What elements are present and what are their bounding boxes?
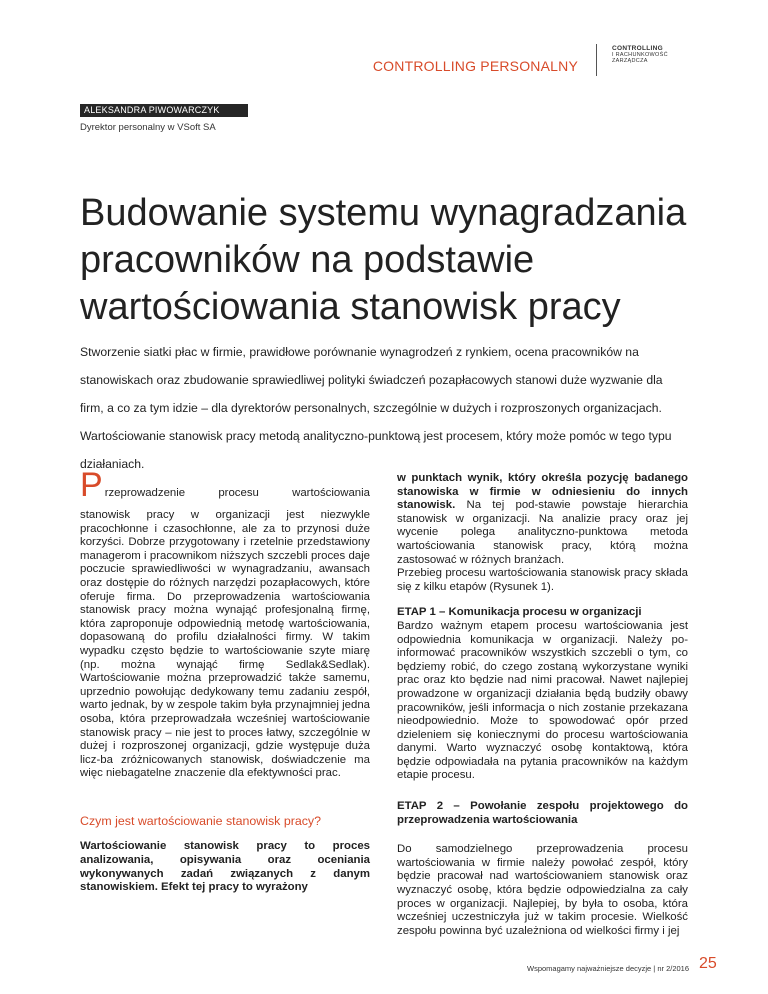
title-line-1: Budowanie systemu wynagradzania bbox=[80, 192, 687, 234]
article-lead: Stworzenie siatki płac w firmie, prawidłowe porównanie wynagrodzeń z rynkiem, ocena pracowników na stanowiskach oraz zbudowanie sprawiedliwej polityki świadczeń pozapłacowych stanowi duże wyzwanie dla firm, a co za tym idzie – dla dyrektorów personalnych, szczególnie w dużych i rozproszonych organizacjach. Wartościowanie stanowisk pracy metodą analityczno-punktową jest procesem, który może pomóc w tego typu działaniach. bbox=[80, 345, 672, 471]
dropcap-word-3: wartościowania bbox=[292, 487, 370, 499]
magazine-name-line1: CONTROLLING bbox=[612, 45, 663, 52]
section-subheading: Czym jest wartościowanie stanowisk pracy? bbox=[80, 813, 322, 828]
header-divider bbox=[596, 44, 597, 76]
left-paragraph-1: stanowisk pracy w organizacji jest niezwykle pracochłonne i czasochłonne, ale za to przynosi duże korzyści. Dobrze przygotowany i rzetelnie przedstawiony managerom i pracownikom niższych szczebli proces daje poczucie sprawiedliwości w wynagradzaniu, awansach oraz dostępie do różnych narzędzi pozapłacowych, które oferuje firma. Do przeprowadzenia wartościowania stanowisk pracy można wynająć profesjonalną firmę, która zaproponuje odpowiednią metodę wartościowania, dopasowaną do profilu działalności firmy. W takim wypadku często będzie to wartościowanie szyte miarę (np. można wynająć firmę Sedlak&Sedlak). Wartościowanie można przeprowadzić także samemu, uprzednio powołując dedykowany temu zadaniu zespół, warto jednak, by w zespole takim była przynajmniej jedna osoba, która przeprowadzała wcześniej wartościowanie stanowisk pracy – nie jest to proces łatwy, szczególnie w dużej i rozproszonej organizacji, gdzie występuje duża licz-ba zróżnicowanych stanowisk, doświadczenie ma więc niebagatelne znaczenie dla efektywności prac. bbox=[80, 509, 370, 780]
footer-tagline: Wspomagamy najważniejsze decyzje | nr 2/2016 bbox=[527, 964, 690, 973]
author-name: ALEKSANDRA PIWOWARCZYK bbox=[84, 105, 220, 115]
etap1-text: Bardzo ważnym etapem procesu wartościowania jest odpowiednia komunikacja w organizacji. Należy po-informować pracowników wszystkich szczebli o tym, co będziemy robić, do czego zostaną wykorzystane wyniki prac oraz kto będzie nad nimi pracował. Nawet najlepiej prowadzone w organizacji działania będą budziły obawy pracowników, jeśli informacja o nich zostanie przekazana nieodpowiednio. Może to spowodować opór przed dzieleniem się koniecznymi do procesu wartościowania danymi. Warto wyznaczyć osobę kontaktową, która będzie odpowiadała na pytania pracowników na każdym etapie procesu. bbox=[397, 619, 688, 782]
right-intro-bold: w punktach wynik, który określa pozycję badanego stanowiska w firmie w odniesieniu do innych stanowisk. bbox=[397, 472, 688, 512]
right-column bbox=[397, 472, 688, 938]
dropcap-word-1: rzeprowadzenie bbox=[104, 487, 186, 499]
article-title bbox=[80, 190, 720, 331]
magazine-name-line3: ZARZĄDCZA bbox=[612, 57, 648, 64]
left-column bbox=[80, 466, 370, 895]
dropcap-letter: P bbox=[80, 466, 103, 504]
etap1-heading: ETAP 1 – Komunikacja procesu w organizacji bbox=[397, 606, 642, 619]
right-paragraph-2: Przebieg procesu wartościowania stanowisk pracy składa się z kilku etapów (Rysunek 1). bbox=[397, 567, 688, 593]
page-number: 25 bbox=[699, 955, 717, 972]
dropcap-word-2: procesu bbox=[218, 487, 259, 499]
section-title: CONTROLLING PERSONALNY bbox=[372, 58, 578, 74]
etap2-text: Do samodzielnego przeprowadzenia procesu wartościowania w firmie należy powołać zespół, który będzie pracował nad wartościowaniem stanowisk oraz wyznaczyć osobę, która będzie odpowiedzialna za cały proces w organizacji. Najlepiej, by była to osoba, która wcześniej uczestniczyła już w takim procesie. Wielkość zespołu powinna być uzależniona od wielkości firmy i jej bbox=[397, 843, 688, 937]
magazine-logo bbox=[612, 46, 668, 64]
title-line-2: pracowników na podstawie bbox=[80, 239, 535, 281]
author-name-bar bbox=[80, 104, 248, 117]
definition-paragraph: Wartościowanie stanowisk pracy to proces analizowania, opisywania oraz oceniania wykonywanych zadań związanych z danym stanowiskiem. Efekt tej pracy to wyrażony bbox=[80, 840, 370, 894]
magazine-name-line2: I RACHUNKOWOŚĆ bbox=[612, 51, 668, 58]
title-line-3: wartościowania stanowisk pracy bbox=[80, 286, 621, 328]
right-paragraph-1 bbox=[397, 472, 688, 567]
right-intro-rest: Na tej pod-stawie powstaje hierarchia stanowisk w organizacji. Na analizie pracy oraz jej wycenie polega analityczno-punktowa metoda wartościowania stanowisk pracy, którą można zastosować w różnych branżach. bbox=[397, 499, 688, 566]
author-role: Dyrektor personalny w VSoft SA bbox=[80, 122, 216, 133]
dropcap-line bbox=[80, 466, 370, 504]
etap2-heading: ETAP 2 – Powołanie zespołu projektowego do przeprowadzenia wartościowania bbox=[397, 800, 688, 826]
